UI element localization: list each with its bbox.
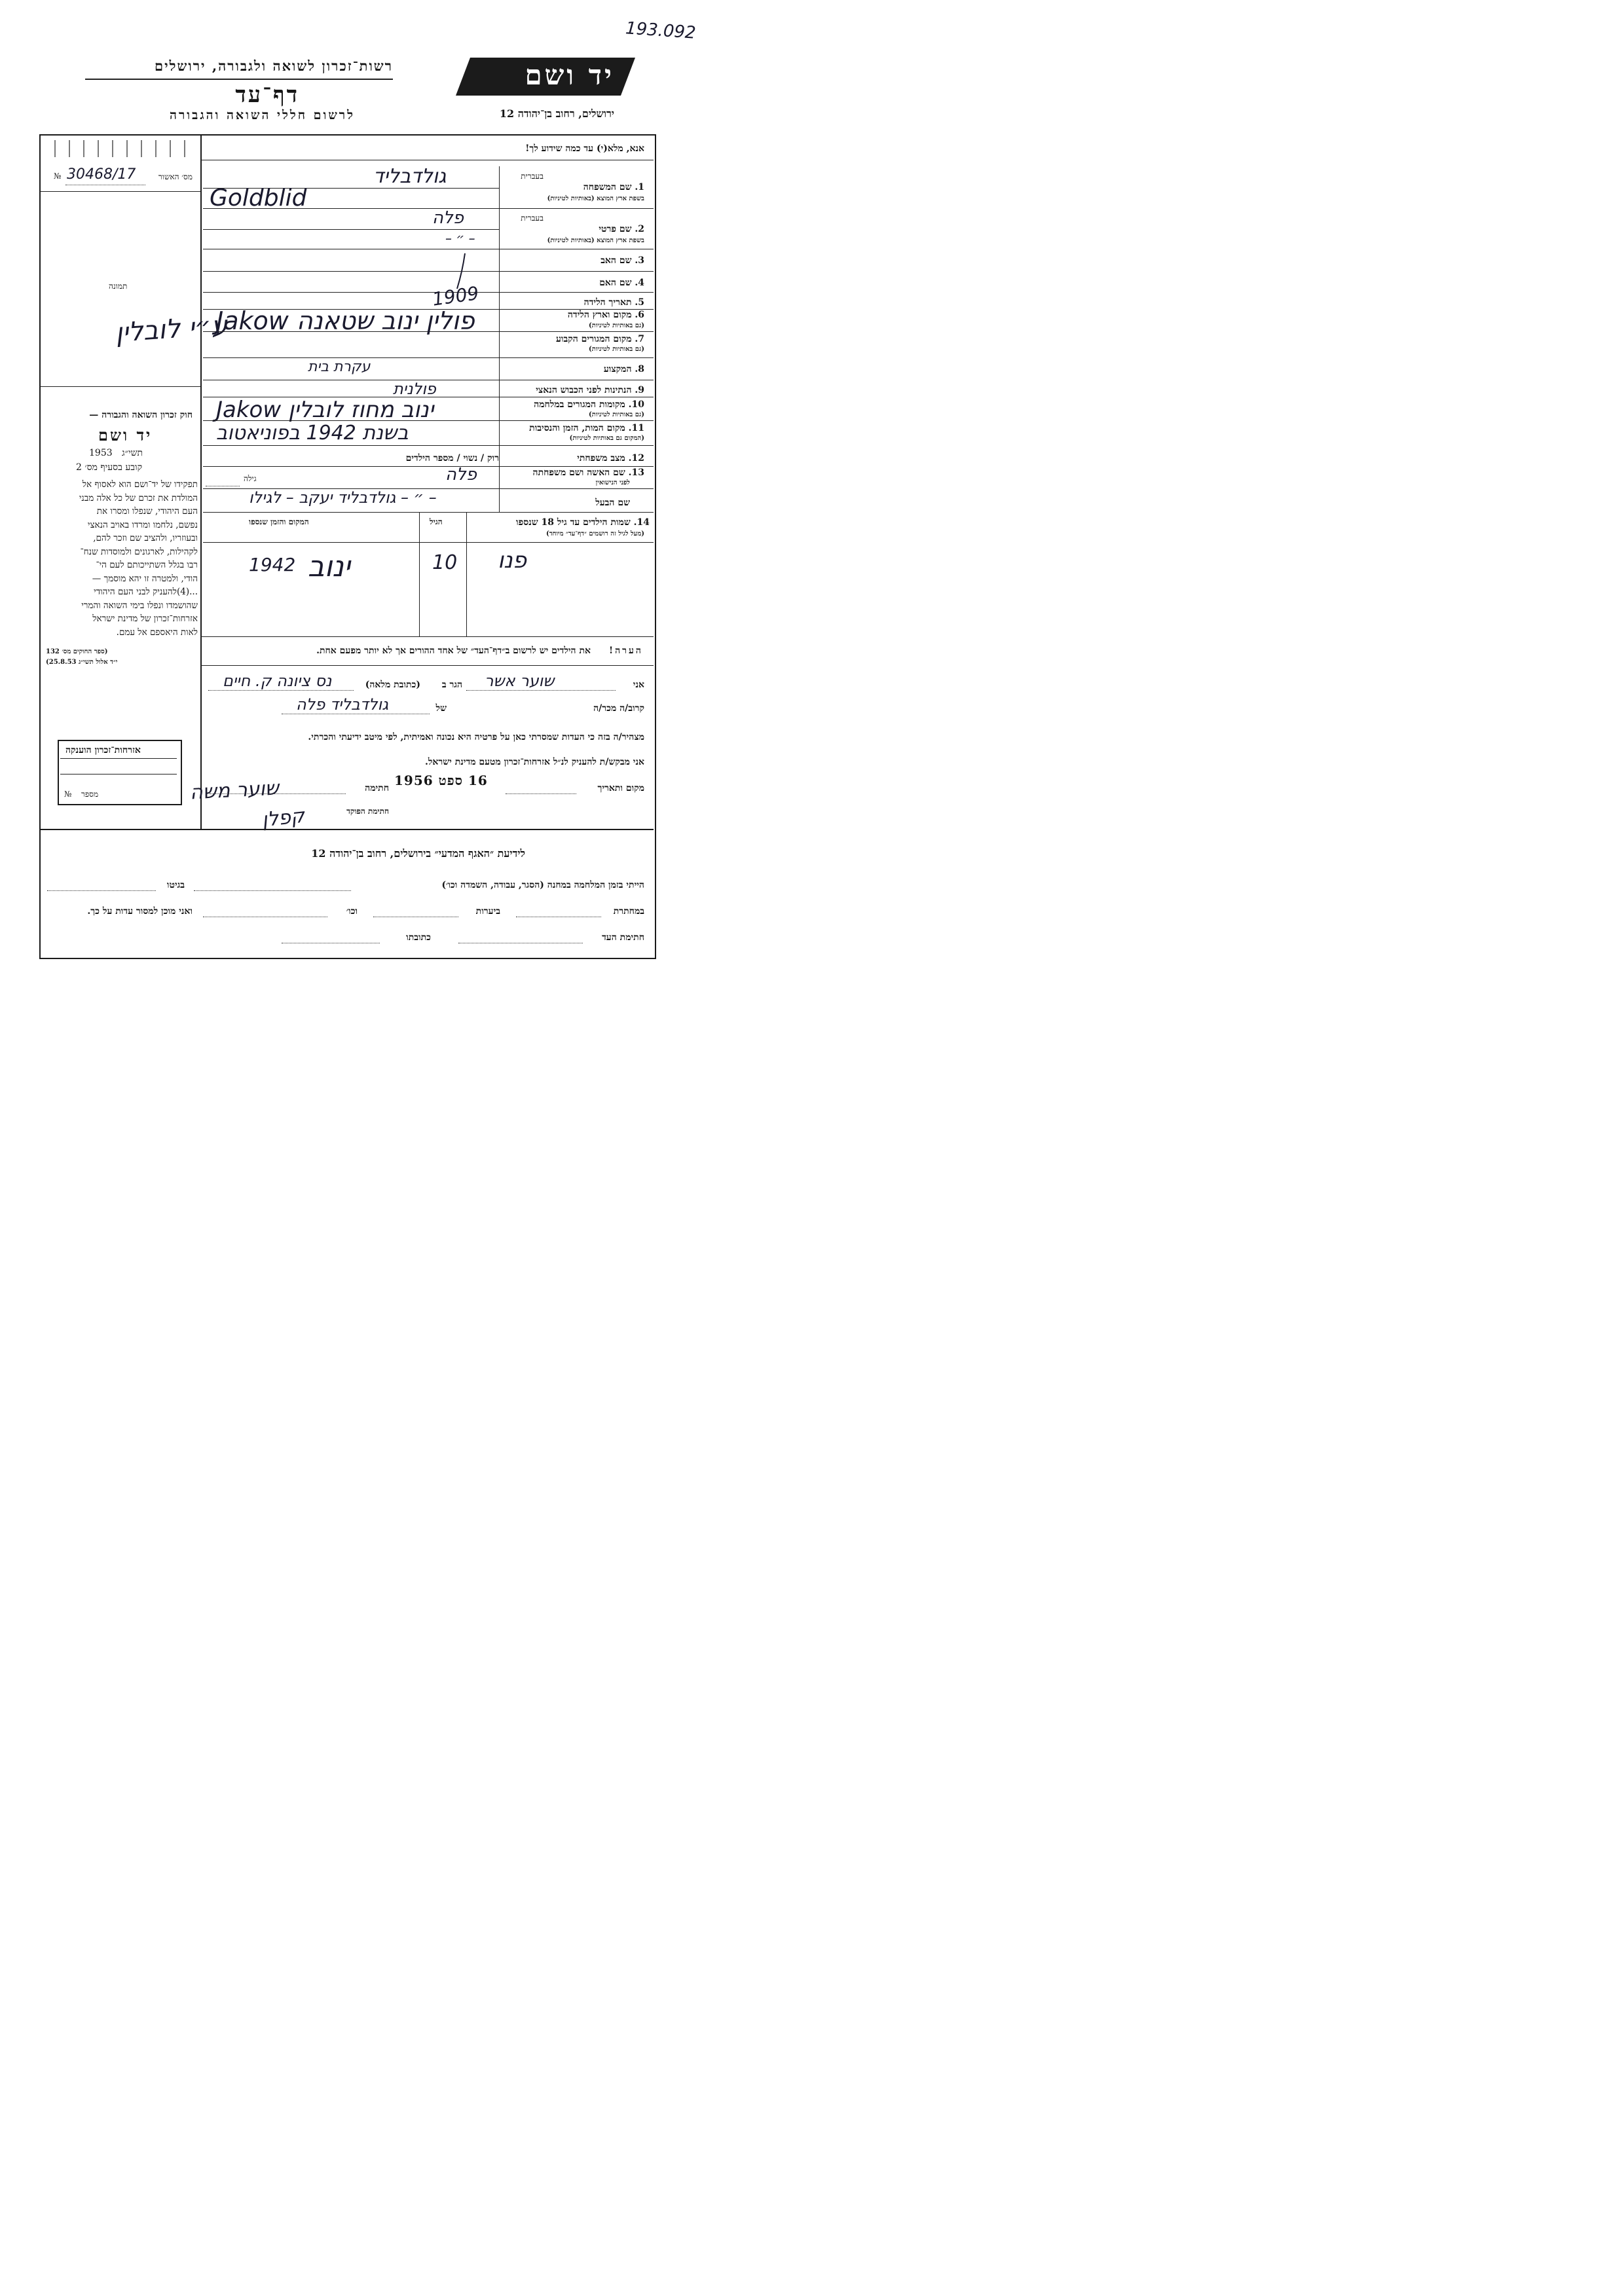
f14-label: 14. שמות הילדים עד גיל 18 שנספו (516, 517, 650, 528)
f11-value: בשנת 1942 בפוניאטוב (216, 422, 409, 445)
signature-label: חתימה (365, 783, 389, 793)
f2-heb-label: בעברית (521, 213, 544, 223)
of-label: של (435, 703, 447, 714)
law-title: חוק זכרון השואה והגבורה — (89, 410, 193, 420)
yad-vashem-logo (451, 54, 640, 100)
husband-line (203, 512, 654, 513)
f2-sub: בשפת ארץ המוצא (באותיות לטיניות) (547, 237, 644, 244)
f6-sub: (גם באותיות לטיניות) (588, 322, 644, 329)
f12-options: רוק / נשוי / מספר הילדים (405, 453, 499, 464)
child-name: פנו (498, 547, 527, 574)
photo-box-bottom (41, 386, 200, 387)
resident-label: הגר ב (441, 680, 462, 690)
f6-label: 6. מקום וארץ הלידה (567, 310, 644, 320)
f7-line (203, 357, 654, 358)
record-no-prefix: № (54, 172, 62, 181)
place-date-line (506, 793, 576, 794)
f10-value: ינוב מחוז לובלין Jakow (216, 397, 434, 423)
record-ticks (42, 139, 199, 158)
address-line (208, 690, 354, 691)
law-text-line: אזרחות־זכרון של מדינת ישראל (92, 613, 198, 624)
footer-line3-b: כתובתו (406, 932, 431, 943)
law-text-line: רבו בגלל השתייכותם לעם הי־ (96, 560, 198, 570)
f1-heb-label: בעברית (521, 172, 544, 181)
f14-sub: (מעל לגיל זה רושמים ״דף־עד״ מיוחד) (545, 530, 644, 538)
f7-sub: (גם באותיות לטיניות) (588, 346, 644, 353)
instruction: אנא, מלא(י) עד כמה שידוע לך! (525, 143, 644, 154)
f9-value: פולנית (393, 380, 436, 398)
f13-value: פלה (445, 465, 477, 484)
f1-label: 1. שם המשפחה (583, 182, 644, 192)
law-ref-1: (ספר החוקים מס׳ 132 (46, 648, 108, 655)
law-text-line: העם היהודי, שנפלו ומסרו את (96, 506, 198, 517)
labels-divider (499, 166, 500, 512)
grant-box-title: אזרחות־זכרון הוענקה (65, 745, 141, 756)
i-label: אני (633, 680, 644, 690)
footer-line1-b-rule (47, 890, 156, 891)
f12-line (203, 466, 654, 467)
f7-label: 7. מקום המגורים הקבוע (556, 334, 644, 344)
f11-sub: (המקום גם באותיות לטיניות) (569, 435, 644, 442)
law-text-line: ...(4)להעניק לבני העם היהודי (94, 587, 198, 597)
f3-label: 3. שם האב (600, 255, 644, 266)
f1-sub: בשפת ארץ המוצא (באותיות לטיניות) (547, 195, 644, 202)
f10-line (203, 420, 654, 421)
archive-number: 193.092 (625, 18, 697, 43)
col-age: הגיל (430, 517, 443, 526)
husband-value: – ״ – גולדבליד יעקב – לגילו (249, 488, 437, 507)
relative-label: קרוב/ה מכר/ה (593, 703, 644, 714)
grant-box-rule-1 (60, 758, 177, 759)
age-label: גילה (244, 474, 257, 483)
footer-divider (41, 829, 654, 830)
f12-label: 12. מצב משפחתי (577, 453, 644, 464)
of-value: גולדבליד פלה (296, 695, 389, 714)
f5-value: 1909 (431, 282, 481, 310)
i-value: שוער אשר (485, 672, 555, 690)
footer-line1-a: הייתי בזמן המלחמה במחנה (הסגר, עבודה, השמדה וכו׳) (441, 880, 644, 890)
footer-line2-c: וכו׳ (346, 906, 358, 917)
header-address: ירושלים, רחוב בן־יהודה 12 (499, 107, 614, 120)
f3-line (203, 271, 654, 272)
law-text-line: הודי, ולמטרה זו יהא מוסמך — (92, 573, 198, 584)
law-text-line: המולדת את זכרם של כל אלה מבני (79, 492, 198, 503)
law-text-line: שהושמדו ונפלו בימי השואה והמרי (81, 600, 198, 611)
i-line (466, 690, 616, 691)
f8-value: עקרת בית (308, 359, 371, 375)
f13-label: 13. שם האשה ושם משפחתה (532, 467, 644, 478)
f4-label: 4. שם האם (599, 278, 644, 288)
f1-value-heb: גולדבליד (373, 165, 447, 188)
child-place: ינוב (308, 550, 350, 583)
f5-label: 5. תאריך הלידה (583, 297, 644, 308)
logo-text: יד ושם (525, 59, 614, 91)
footer-line1-a-rule (194, 890, 351, 891)
f2-value-heb: פלה (432, 208, 464, 228)
left-column-divider (200, 136, 202, 829)
officer-label: חתימת הפוקד (346, 807, 389, 816)
footer-title: לידיעת ״האגף המדעי״ בירושלים, רחוב בן־יהודה 12 (311, 847, 525, 860)
law-text (43, 478, 198, 639)
f1-line-2 (203, 208, 654, 209)
f2-label: 2. שם פרטי (599, 224, 644, 234)
footer-line2-a: במחתרת (613, 906, 644, 917)
law-section: קובע בסעיף מס׳ 2 (76, 462, 143, 473)
law-year: 1953 (89, 448, 113, 458)
authority-line: רשות־זכרון לשואה ולגבורה, ירושלים (155, 58, 393, 74)
law-text-line: תפקידו של יד־ושם הוא לאסוף אל (82, 479, 198, 490)
child-year: 1942 (249, 554, 296, 575)
children-bottom-line (200, 636, 654, 637)
f4-line (203, 292, 654, 293)
law-text-line: נפשם, נלחמו ומרדו באויב הנאצי (87, 519, 198, 530)
record-box-bottom (41, 191, 200, 192)
law-text-line: ובעוזריו, ולהציב שם וזכר להם, (93, 533, 198, 543)
request-text: אני מבקש/ת להעניק לנ״ל אזרחות־זכרון מטעם מדינת ישראל. (424, 757, 644, 767)
footer-line2-b: ביערות (475, 906, 500, 917)
footer-line2-d: ואני מוכן למסור עדות על כך. (87, 906, 193, 917)
f13-sub: לפני הנישואין (595, 479, 630, 486)
footer-line1-b: בגיטו (166, 880, 185, 890)
declare-text: מצהיר/ה בזה כי העדות שמסרתי כאן על פרטיה היא נכונה ואמיתית, לפי מיטב ידיעתי והכרתי. (308, 732, 644, 742)
authority-underline (85, 79, 393, 80)
child-age: 10 (432, 551, 458, 574)
form-title: דף־עד (235, 82, 299, 108)
grant-box-prefix: № (64, 790, 72, 799)
address-label: (כתובת מלאה) (365, 680, 420, 690)
form-subtitle: לרשום חללי השואה והגבורה (170, 108, 355, 122)
f1-value-lat: Goldblid (210, 185, 307, 211)
note-line (200, 665, 654, 666)
note-label: הערה! (608, 646, 643, 656)
f8-label: 8. המקצוע (603, 364, 644, 374)
record-no-value: 30468/17 (67, 166, 136, 183)
photo-label: תמונה (109, 282, 128, 291)
law-name: יד ושם (98, 426, 153, 445)
law-text-line: לאות היאספם אל עמם. (116, 627, 198, 638)
f9-label: 9. הנתינות לפני הכבוש הנאצי (536, 385, 644, 395)
footer-line3-a: חתימת העד (602, 932, 644, 943)
f2-line-1 (203, 229, 499, 230)
officer-value: קפלן (261, 804, 306, 832)
address-value: נס ציונה ק. חיים (223, 672, 332, 690)
children-header-line (203, 542, 654, 543)
law-text-line: לקהילות, לארגונים ולמוסדות שנח־ (80, 546, 198, 557)
law-ref-2: י״ד אלול תשי״ג 25.8.53) (46, 659, 118, 666)
f11-label: 11. מקום המות, הזמן והנסיבות (529, 423, 644, 433)
photo-handwriting: ע״י לובלין (114, 310, 229, 348)
note-text: את הילדים יש לרשום ב״דף־העד״ של אחד ההורים אך לא יותר מפעם אחת. (316, 646, 591, 656)
record-no-label: מס׳ האשור (158, 172, 193, 181)
children-col-1 (419, 512, 420, 636)
place-date-label: מקום ותאריך (597, 783, 644, 793)
law-year-heb: תשי״ג (122, 448, 143, 458)
signature-line (210, 793, 346, 794)
signature-value: שוער משה (189, 776, 280, 805)
f11-line (203, 445, 654, 446)
f10-sub: (גם באותיות לטיניות) (588, 411, 644, 418)
f67-value: פולין ינוב שטאנה Jakow (216, 306, 475, 335)
f10-label: 10. מקומות המגורים במלחמה (534, 399, 644, 410)
f2-value-2: – ״ – (445, 230, 475, 246)
husband-label: שם הבעל (595, 498, 630, 508)
children-col-2 (466, 512, 467, 636)
col-place: המקום והזמן שנספו (249, 517, 309, 526)
grant-box-number-label: מספר (81, 790, 99, 799)
stamp-date: 16 ספט 1956 (394, 773, 488, 788)
